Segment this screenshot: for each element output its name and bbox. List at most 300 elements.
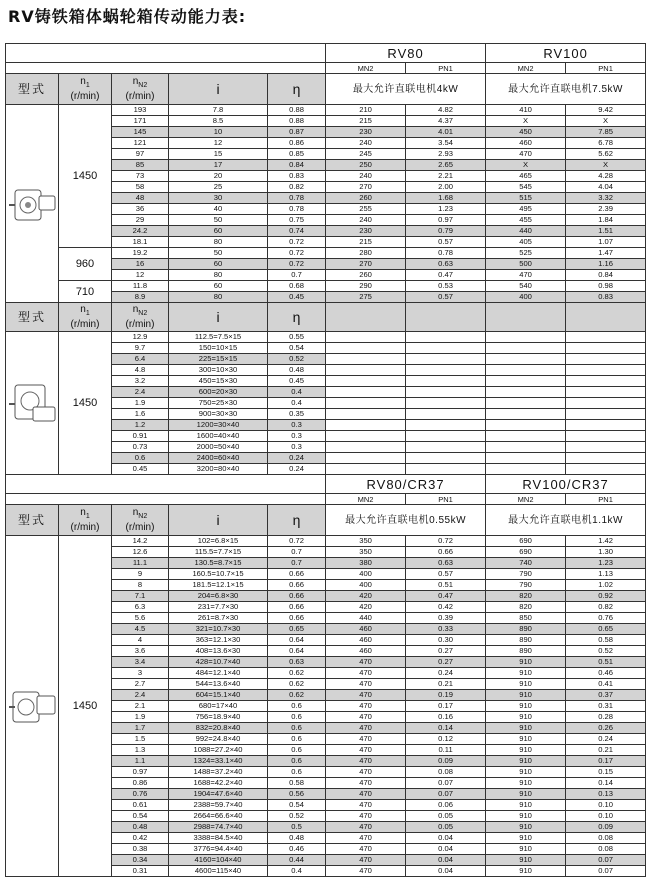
table-cell: 0.82	[268, 182, 326, 193]
table-cell: 440	[326, 613, 406, 624]
table-cell: 470	[326, 657, 406, 668]
blank-cell	[326, 354, 406, 365]
table-cell: 470	[486, 270, 566, 281]
table-cell: 3.2	[112, 376, 169, 387]
table-cell: 2.7	[112, 679, 169, 690]
blank-cell	[326, 343, 406, 354]
table-cell: 4.37	[406, 116, 486, 127]
table-cell: 0.57	[406, 237, 486, 248]
blank-cell	[486, 376, 566, 387]
table-cell: 0.04	[406, 855, 486, 866]
double-worm-gearbox-icon	[7, 381, 57, 425]
table-cell: 3200=80×40	[169, 464, 268, 475]
table-cell: 410	[486, 105, 566, 116]
table-cell: 0.72	[268, 259, 326, 270]
table-cell: 470	[326, 679, 406, 690]
table-cell: 495	[486, 204, 566, 215]
table-cell: 7.8	[169, 105, 268, 116]
table-cell: 0.42	[406, 602, 486, 613]
blank-cell	[486, 453, 566, 464]
n1-label: n	[80, 304, 86, 315]
n1-label: n	[80, 76, 86, 87]
table-cell: 4.04	[566, 182, 646, 193]
table-cell: 0.33	[406, 624, 486, 635]
table-cell: 910	[486, 668, 566, 679]
table-cell: 0.6	[268, 701, 326, 712]
table-cell: 2.93	[406, 149, 486, 160]
table-cell: 270	[326, 259, 406, 270]
table-cell: 1324=33.1×40	[169, 756, 268, 767]
table-cell: 0.63	[406, 558, 486, 569]
table-cell: 0.47	[406, 270, 486, 281]
table-cell: 17	[169, 160, 268, 171]
product-image	[6, 332, 59, 475]
table-cell: 440	[486, 226, 566, 237]
table-cell: X	[566, 160, 646, 171]
blank-cell	[486, 431, 566, 442]
helical-worm-gearbox-icon	[7, 684, 57, 728]
table-cell: 9.42	[566, 105, 646, 116]
table-cell: 470	[326, 833, 406, 844]
table-cell: 790	[486, 580, 566, 591]
table-cell: 460	[326, 646, 406, 657]
table-cell: 0.08	[406, 767, 486, 778]
table-cell: 50	[169, 215, 268, 226]
table-cell: 2000=50×40	[169, 442, 268, 453]
table-cell: 0.5	[268, 822, 326, 833]
blank-cell	[406, 303, 486, 332]
table-cell: 1600=40×40	[169, 431, 268, 442]
table-cell: 30	[169, 193, 268, 204]
blank-cell	[566, 464, 646, 475]
table-cell: 321=10.7×30	[169, 624, 268, 635]
table-cell: 400	[486, 292, 566, 303]
blank-cell	[566, 409, 646, 420]
n2-header	[112, 505, 169, 536]
table-cell: 680=17×40	[169, 701, 268, 712]
table-cell: 0.6	[112, 453, 169, 464]
blank-cell	[486, 354, 566, 365]
table-cell: 270	[326, 182, 406, 193]
table-cell: 0.19	[406, 690, 486, 701]
table-cell: 0.6	[268, 767, 326, 778]
table-cell: 910	[486, 767, 566, 778]
blank-cell	[566, 376, 646, 387]
table-cell: 1.30	[566, 547, 646, 558]
table-cell: X	[486, 160, 566, 171]
table-cell: 0.31	[566, 701, 646, 712]
table-cell: 24.2	[112, 226, 169, 237]
table-cell: 890	[486, 635, 566, 646]
table-cell: 910	[486, 866, 566, 877]
table-cell: 0.64	[268, 635, 326, 646]
table-cell: 0.11	[406, 745, 486, 756]
table-cell: 0.24	[406, 668, 486, 679]
single-worm-gearbox-icon	[7, 182, 57, 226]
table-cell: 0.57	[406, 292, 486, 303]
table-cell: 8.9	[112, 292, 169, 303]
table-cell: 7.1	[112, 591, 169, 602]
blank-cell	[566, 398, 646, 409]
table-cell: 0.4	[268, 398, 326, 409]
table-cell: 380	[326, 558, 406, 569]
table-cell: 0.42	[112, 833, 169, 844]
unit-label: (r/min)	[70, 522, 100, 533]
table-cell: 470	[326, 855, 406, 866]
table-cell: 0.66	[268, 613, 326, 624]
n1-label: n	[80, 507, 86, 518]
table-cell: 470	[326, 756, 406, 767]
table-cell: 0.3	[268, 420, 326, 431]
table-cell: 1488=37.2×40	[169, 767, 268, 778]
table-cell: 102=6.8×15	[169, 536, 268, 547]
table-cell: 525	[486, 248, 566, 259]
table-cell: 260	[326, 193, 406, 204]
blank-cell	[566, 442, 646, 453]
blank-cell	[486, 442, 566, 453]
blank-cell	[406, 354, 486, 365]
table-row	[6, 281, 646, 292]
blank-cell	[486, 332, 566, 343]
blank-cell	[6, 44, 326, 63]
table-cell: 171	[112, 116, 169, 127]
table-cell: 0.57	[406, 569, 486, 580]
table-cell: 0.66	[406, 547, 486, 558]
model-label: 型式	[6, 74, 59, 105]
mn2-label: MN2	[486, 63, 566, 74]
table-cell: 0.37	[566, 690, 646, 701]
table-cell: 0.08	[566, 844, 646, 855]
table-cell: 60	[169, 226, 268, 237]
table-cell: 750=25×30	[169, 398, 268, 409]
table-cell: 910	[486, 778, 566, 789]
table-cell: 0.52	[268, 354, 326, 365]
table-cell: 0.38	[112, 844, 169, 855]
table-cell: 9	[112, 569, 169, 580]
table-cell: 1.1	[112, 756, 169, 767]
table-cell: 0.63	[268, 657, 326, 668]
blank-cell	[326, 409, 406, 420]
table-cell: 0.61	[112, 800, 169, 811]
table-cell: 0.15	[566, 767, 646, 778]
table-cell: 2988=74.7×40	[169, 822, 268, 833]
blank-cell	[486, 409, 566, 420]
table-cell: 16	[112, 259, 169, 270]
table-cell: 0.44	[268, 855, 326, 866]
table-cell: 2.39	[566, 204, 646, 215]
blank-cell	[406, 409, 486, 420]
table-cell: 145	[112, 127, 169, 138]
table-cell: 0.10	[566, 811, 646, 822]
table-cell: 0.98	[566, 281, 646, 292]
table-cell: 230	[326, 127, 406, 138]
table-cell: 690	[486, 536, 566, 547]
table-cell: 11.8	[112, 281, 169, 292]
table-cell: 470	[326, 745, 406, 756]
n1-subscript: 1	[85, 82, 90, 89]
table-cell: 2400=60×40	[169, 453, 268, 464]
model-label: 型式	[6, 303, 59, 332]
table-cell: 600=20×30	[169, 387, 268, 398]
table-cell: 0.6	[268, 723, 326, 734]
model-rv100: RV100	[486, 44, 646, 63]
table-cell: 0.6	[268, 745, 326, 756]
input-speed: 960	[59, 248, 112, 281]
blank-cell	[566, 453, 646, 464]
table-cell: 450=15×30	[169, 376, 268, 387]
table-cell: 112.5=7.5×15	[169, 332, 268, 343]
table-cell: 0.31	[112, 866, 169, 877]
table-cell: 0.58	[566, 635, 646, 646]
table-cell: 540	[486, 281, 566, 292]
table-cell: 215	[326, 237, 406, 248]
table-cell: 0.12	[406, 734, 486, 745]
table-cell: 0.72	[268, 237, 326, 248]
table-cell: 890	[486, 624, 566, 635]
table-cell: 0.6	[268, 734, 326, 745]
model-label: 型式	[6, 505, 59, 536]
input-speed: 710	[59, 281, 112, 303]
table-cell: 0.07	[566, 866, 646, 877]
table-cell: 4600=115×40	[169, 866, 268, 877]
table-cell: 910	[486, 712, 566, 723]
table-cell: 910	[486, 657, 566, 668]
table-cell: 0.83	[268, 171, 326, 182]
table-cell: 1.7	[112, 723, 169, 734]
table-cell: 3.4	[112, 657, 169, 668]
blank-cell	[486, 387, 566, 398]
table-cell: 910	[486, 734, 566, 745]
table-cell: 0.85	[268, 149, 326, 160]
efficiency-label: η	[268, 74, 326, 105]
ratio-label: i	[169, 505, 268, 536]
table-cell: 230	[326, 226, 406, 237]
ratio-label: i	[169, 74, 268, 105]
table-cell: 4.5	[112, 624, 169, 635]
table-cell: 0.24	[566, 734, 646, 745]
table-cell: 2.4	[112, 387, 169, 398]
table-cell: 484=12.1×40	[169, 668, 268, 679]
table-cell: 0.17	[406, 701, 486, 712]
table-cell: 460	[486, 138, 566, 149]
table-cell: 400	[326, 580, 406, 591]
blank-cell	[486, 303, 566, 332]
table-cell: 1.9	[112, 712, 169, 723]
table-cell: 2.4	[112, 690, 169, 701]
table-cell: 0.79	[406, 226, 486, 237]
table-cell: 80	[169, 270, 268, 281]
table-cell: 0.09	[566, 822, 646, 833]
table-cell: 14.2	[112, 536, 169, 547]
table-cell: 832=20.8×40	[169, 723, 268, 734]
table-cell: 48	[112, 193, 169, 204]
table-cell: 0.86	[112, 778, 169, 789]
table-cell: 300=10×30	[169, 365, 268, 376]
n1-subscript: 1	[85, 513, 90, 520]
table-cell: 2.1	[112, 701, 169, 712]
blank-cell	[6, 475, 326, 494]
table-cell: 1.47	[566, 248, 646, 259]
table-cell: 910	[486, 745, 566, 756]
table-cell: 470	[326, 690, 406, 701]
table-cell: 0.34	[112, 855, 169, 866]
table-cell: 0.97	[406, 215, 486, 226]
table-cell: 261=8.7×30	[169, 613, 268, 624]
table-cell: 240	[326, 171, 406, 182]
table-cell: 0.52	[268, 811, 326, 822]
table-cell: 1088=27.2×40	[169, 745, 268, 756]
table-cell: 910	[486, 690, 566, 701]
table-cell: 0.62	[268, 679, 326, 690]
capacity-rv80-cr37: 最大允许直联电机0.55kW	[326, 505, 486, 536]
table-cell: 690	[486, 547, 566, 558]
table-cell: 0.45	[268, 292, 326, 303]
table-cell: 0.54	[268, 343, 326, 354]
table-cell: 0.66	[268, 602, 326, 613]
table-cell: 10	[169, 127, 268, 138]
table-cell: 0.09	[406, 756, 486, 767]
table-cell: 0.17	[566, 756, 646, 767]
table-cell: 428=10.7×40	[169, 657, 268, 668]
table-cell: 0.74	[268, 226, 326, 237]
table-cell: 544=13.6×40	[169, 679, 268, 690]
blank-cell	[6, 494, 326, 505]
table-cell: 460	[326, 635, 406, 646]
blank-cell	[566, 332, 646, 343]
table-cell: 408=13.6×30	[169, 646, 268, 657]
table-cell: 0.76	[112, 789, 169, 800]
model-rv80: RV80	[326, 44, 486, 63]
table-cell: 240	[326, 215, 406, 226]
table-cell: 740	[486, 558, 566, 569]
table-cell: 0.7	[268, 558, 326, 569]
blank-cell	[406, 453, 486, 464]
blank-cell	[406, 442, 486, 453]
table-cell: 470	[326, 844, 406, 855]
table-cell: 890	[486, 646, 566, 657]
pn1-label: PN1	[566, 494, 646, 505]
table-cell: 0.28	[566, 712, 646, 723]
table-cell: 20	[169, 171, 268, 182]
table-cell: 604=15.1×40	[169, 690, 268, 701]
table-cell: 5.62	[566, 149, 646, 160]
table-cell: 0.13	[566, 789, 646, 800]
table-cell: 0.65	[566, 624, 646, 635]
table-cell: 0.04	[406, 844, 486, 855]
table-cell: 4.01	[406, 127, 486, 138]
table-cell: 19.2	[112, 248, 169, 259]
product-image	[6, 105, 59, 303]
unit-label: (r/min)	[70, 319, 100, 330]
table-cell: 0.3	[268, 431, 326, 442]
table-cell: 12	[112, 270, 169, 281]
table-cell: 470	[326, 822, 406, 833]
n1-header	[59, 505, 112, 536]
blank-cell	[486, 420, 566, 431]
blank-cell	[406, 431, 486, 442]
table-cell: 0.05	[406, 822, 486, 833]
table-cell: 0.24	[268, 464, 326, 475]
table-cell: 0.35	[268, 409, 326, 420]
blank-cell	[486, 464, 566, 475]
n1-header	[59, 303, 112, 332]
table-cell: 1.16	[566, 259, 646, 270]
table-cell: 4.82	[406, 105, 486, 116]
table-cell: 0.04	[406, 866, 486, 877]
table-cell: 0.58	[268, 778, 326, 789]
blank-cell	[326, 431, 406, 442]
blank-cell	[486, 343, 566, 354]
table-cell: 820	[486, 591, 566, 602]
table-cell: 36	[112, 204, 169, 215]
table-cell: 290	[326, 281, 406, 292]
table-cell: 470	[326, 789, 406, 800]
table-cell: 1904=47.6×40	[169, 789, 268, 800]
blank-cell	[566, 303, 646, 332]
table-cell: 73	[112, 171, 169, 182]
blank-cell	[326, 464, 406, 475]
table-cell: 0.86	[268, 138, 326, 149]
table-cell: 2.65	[406, 160, 486, 171]
table-cell: 2.21	[406, 171, 486, 182]
table-cell: 3.6	[112, 646, 169, 657]
pn1-label: PN1	[406, 63, 486, 74]
table-cell: 0.64	[268, 646, 326, 657]
table-cell: 1.5	[112, 734, 169, 745]
table-cell: 0.24	[268, 453, 326, 464]
table-cell: 0.10	[566, 800, 646, 811]
blank-cell	[406, 376, 486, 387]
blank-cell	[566, 343, 646, 354]
table-cell: 910	[486, 756, 566, 767]
blank-cell	[566, 354, 646, 365]
unit-label: (r/min)	[125, 91, 155, 102]
table-cell: 50	[169, 248, 268, 259]
blank-cell	[326, 303, 406, 332]
table-cell: 4160=104×40	[169, 855, 268, 866]
table-cell: 12.9	[112, 332, 169, 343]
table-cell: 0.08	[566, 833, 646, 844]
table-cell: 160.5=10.7×15	[169, 569, 268, 580]
blank-cell	[406, 398, 486, 409]
table-cell: 0.62	[268, 668, 326, 679]
table-cell: 910	[486, 811, 566, 822]
table-cell: 0.76	[566, 613, 646, 624]
blank-cell	[326, 398, 406, 409]
table-cell: 2388=59.7×40	[169, 800, 268, 811]
table-cell: 18.1	[112, 237, 169, 248]
table-cell: 470	[326, 778, 406, 789]
table-cell: 470	[326, 712, 406, 723]
table-cell: 275	[326, 292, 406, 303]
n2-header	[112, 74, 169, 105]
table-cell: 0.6	[268, 712, 326, 723]
table-cell: 40	[169, 204, 268, 215]
n1-header	[59, 74, 112, 105]
table-cell: 470	[326, 767, 406, 778]
table-cell: 1.3	[112, 745, 169, 756]
table-cell: 0.55	[268, 332, 326, 343]
blank-cell	[566, 420, 646, 431]
blank-cell	[406, 420, 486, 431]
table-cell: 910	[486, 800, 566, 811]
table-cell: 0.82	[566, 602, 646, 613]
unit-label: (r/min)	[125, 319, 155, 330]
table-cell: 4.28	[566, 171, 646, 182]
blank-cell	[326, 376, 406, 387]
ratio-label: i	[169, 303, 268, 332]
table-cell: 0.68	[268, 281, 326, 292]
